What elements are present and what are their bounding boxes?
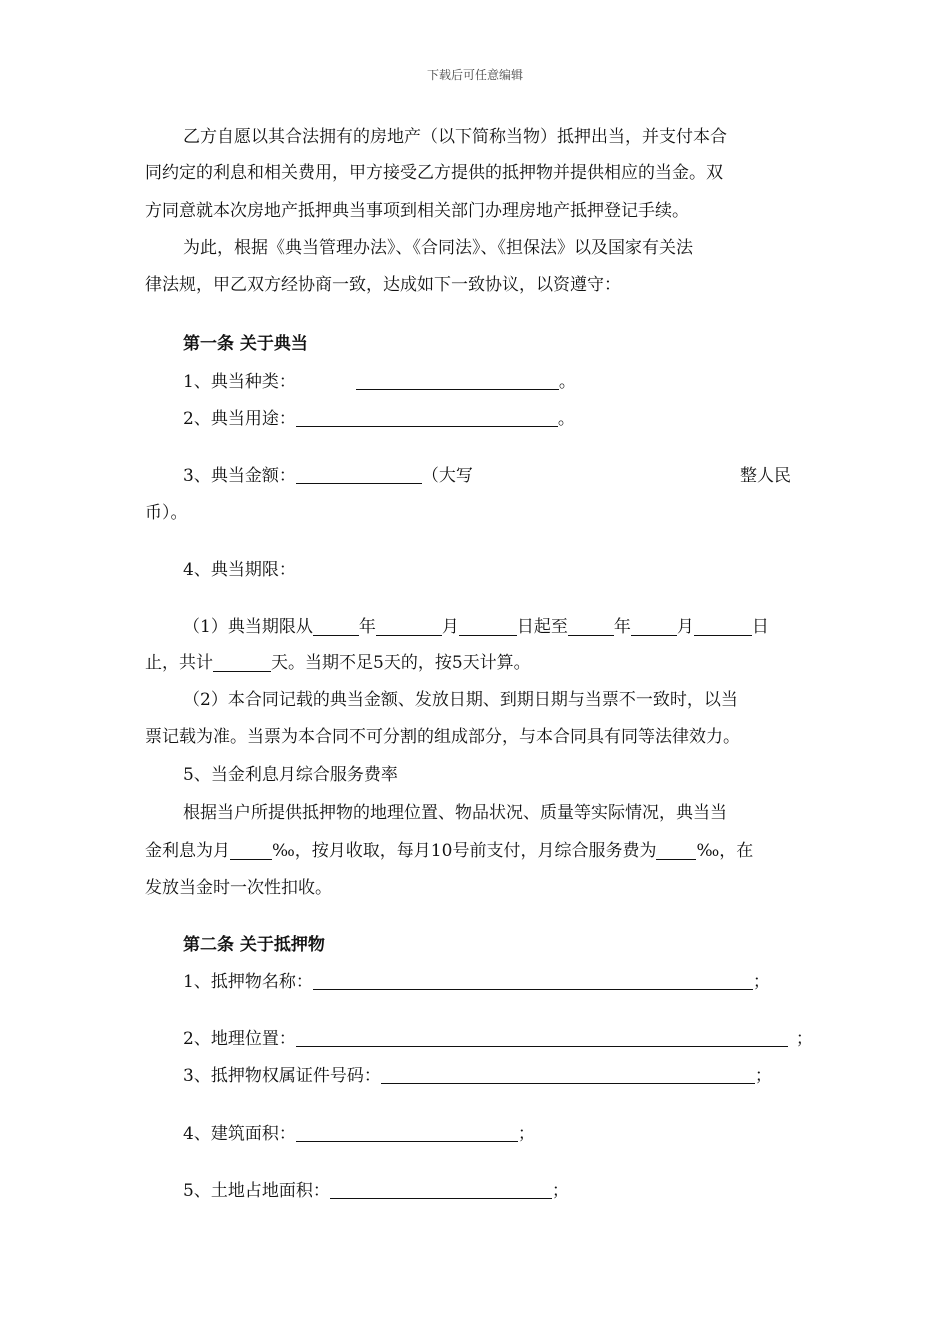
pawn-amount-currency-end: 币）。 [145, 503, 188, 523]
pawn-usage-row [183, 408, 575, 430]
building-area-field[interactable] [296, 1125, 518, 1142]
location-field[interactable] [296, 1030, 788, 1047]
end-year-field[interactable] [568, 617, 614, 636]
intro-paragraph-1-line-3: 方同意就本次房地产抵押典当事项到相关部门办理房地产抵押登记手续。 [145, 201, 689, 221]
collateral-name-field[interactable] [313, 973, 753, 990]
interest-rate-line-1: 根据当户所提供抵押物的地理位置、物品状况、质量等实际情况，典当当 [183, 803, 727, 823]
start-year-field[interactable] [313, 617, 359, 636]
pawn-usage-label: 2、典当用途： [183, 409, 296, 429]
land-area-field[interactable] [330, 1182, 552, 1199]
start-month-field[interactable] [376, 617, 442, 636]
collateral-name-row [183, 971, 770, 993]
service-fee-suffix: ‰，在 [696, 841, 754, 861]
article-2-title: 第二条 关于抵押物 [183, 935, 325, 955]
pawn-amount-rmb-label: 整人民 [740, 466, 791, 486]
year-label: 年 [358, 617, 376, 637]
pawn-type-field[interactable] [356, 373, 559, 390]
pawn-term-dates-row [183, 616, 769, 638]
collateral-name-semicolon: ； [752, 972, 770, 992]
interest-rate-heading: 5、当金利息月综合服务费率 [183, 765, 398, 785]
location-row [183, 1028, 813, 1050]
land-area-semicolon: ； [551, 1181, 569, 1201]
location-semicolon: ； [795, 1029, 813, 1049]
land-area-label: 5、土地占地面积： [183, 1181, 330, 1201]
intro-paragraph-1-line-1: 乙方自愿以其合法拥有的房地产（以下简称当物）抵押出当，并支付本合 [183, 127, 727, 147]
pawn-term-label: 4、典当期限： [183, 560, 296, 580]
interest-monthly-label: 金利息为月 [145, 841, 230, 861]
pawn-amount-field[interactable] [296, 467, 422, 484]
intro-paragraph-1-line-2: 同约定的利息和相关费用，甲方接受乙方提供的抵押物并提供相应的当金。双 [145, 163, 723, 183]
service-fee-rate-field[interactable] [656, 841, 696, 860]
pawn-type-row [183, 371, 576, 393]
pawn-usage-field[interactable] [296, 410, 558, 427]
interest-rate-line-2 [145, 840, 753, 862]
pawn-amount-capital-label: （大写 [421, 466, 473, 486]
pawn-amount-row [183, 465, 473, 487]
collateral-name-label: 1、抵押物名称： [183, 972, 313, 992]
term-from-label: （1）典当期限从 [183, 617, 313, 637]
location-label: 2、地理位置： [183, 1029, 296, 1049]
building-area-row [183, 1123, 535, 1145]
certificate-number-field[interactable] [381, 1067, 755, 1084]
pawn-amount-label: 3、典当金额： [183, 466, 296, 486]
pawn-type-period: 。 [558, 372, 576, 392]
month-label-2: 月 [676, 617, 694, 637]
intro-paragraph-2-line-1: 为此，根据《典当管理办法》、《合同法》、《担保法》以及国家有关法 [183, 238, 693, 258]
pawn-term-total-row [145, 652, 531, 674]
building-area-semicolon: ； [517, 1124, 535, 1144]
start-day-field[interactable] [459, 617, 517, 636]
total-days-field[interactable] [213, 653, 271, 672]
term-clause-2-line-1: （2）本合同记载的典当金额、发放日期、到期日期与当票不一致时，以当 [183, 690, 738, 710]
land-area-row [183, 1180, 569, 1202]
interest-collection-note: ‰，按月收取，每月10号前支付，月综合服务费为 [272, 841, 657, 861]
day-label: 日 [751, 617, 769, 637]
building-area-label: 4、建筑面积： [183, 1124, 296, 1144]
total-days-note: 天。当期不足5天的，按5天计算。 [271, 653, 531, 673]
certificate-number-semicolon: ； [754, 1066, 772, 1086]
page-header: 下载后可任意编辑 [426, 68, 523, 82]
certificate-number-label: 3、抵押物权属证件号码： [183, 1066, 381, 1086]
term-clause-2-line-2: 票记载为准。当票为本合同不可分割的组成部分，与本合同具有同等法律效力。 [145, 727, 740, 747]
end-month-field[interactable] [631, 617, 677, 636]
pawn-usage-period: 。 [557, 409, 575, 429]
day-to-label: 日起至 [516, 617, 568, 637]
total-label: 止，共计 [145, 653, 213, 673]
end-day-field[interactable] [694, 617, 752, 636]
year-label-2: 年 [613, 617, 631, 637]
interest-rate-field[interactable] [230, 841, 272, 860]
intro-paragraph-2-line-2: 律法规，甲乙双方经协商一致，达成如下一致协议，以资遵守： [145, 275, 621, 295]
interest-rate-line-3: 发放当金时一次性扣收。 [145, 878, 332, 898]
pawn-type-label: 1、典当种类： [183, 372, 296, 392]
month-label: 月 [441, 617, 459, 637]
article-1-title: 第一条 关于典当 [183, 334, 308, 354]
certificate-number-row [183, 1065, 772, 1087]
